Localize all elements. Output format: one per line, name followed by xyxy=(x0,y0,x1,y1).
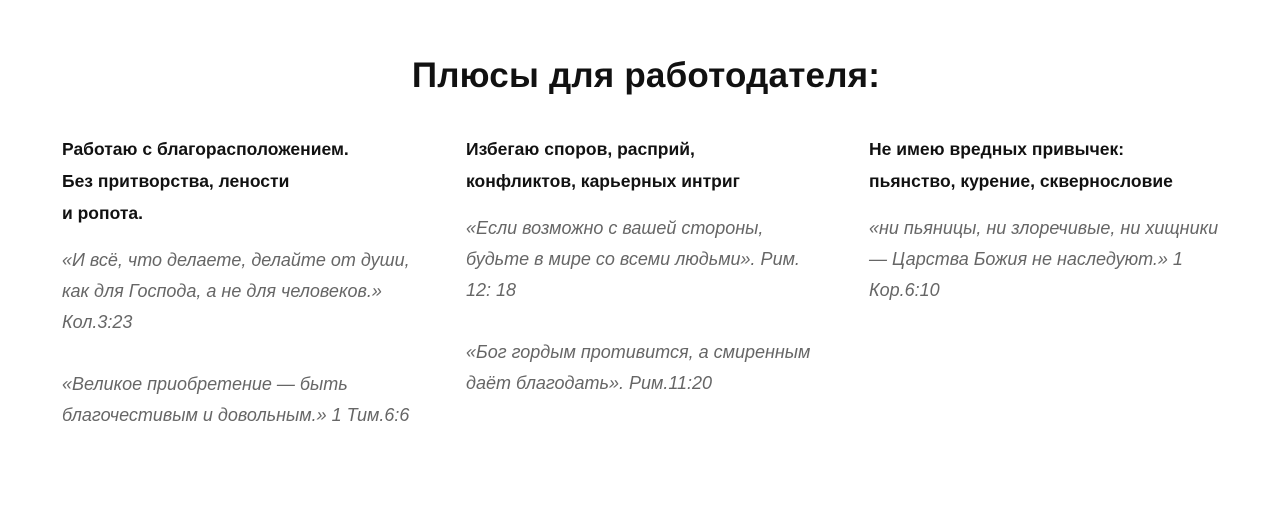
scripture-quote: «ни пьяницы, ни злоречивые, ни хищники — Царства Божия не наследуют.» 1 Кор.6:10 xyxy=(869,218,1219,300)
benefit-column-1 xyxy=(62,133,422,431)
scripture-quote: «И всё, что делаете, делайте от души, как для Господа, а не для человеков.» Кол.3:23 xyxy=(62,250,410,332)
scripture-quote: «Бог гордым противится, а смиренным даёт благодать». Рим.11:20 xyxy=(466,342,811,393)
scripture-quote: «Великое приобретение — быть благочестивым и довольным.» 1 Тим.6:6 xyxy=(62,374,410,425)
benefit-heading: Не имею вредных привычек: пьянство, курение, сквернословие xyxy=(869,139,1173,191)
benefit-column-2 xyxy=(466,133,826,399)
benefit-heading: Избегаю споров, расприй, конфликтов, карьерных интриг xyxy=(466,139,740,191)
benefit-column-3 xyxy=(869,133,1229,306)
page-title: Плюсы для работодателя: xyxy=(411,56,881,96)
benefit-heading: Работаю с благорасположением. Без притворства, лености и ропота. xyxy=(62,139,349,223)
scripture-quote: «Если возможно с вашей стороны, будьте в мире со всеми людьми». Рим. 12: 18 xyxy=(466,218,800,300)
